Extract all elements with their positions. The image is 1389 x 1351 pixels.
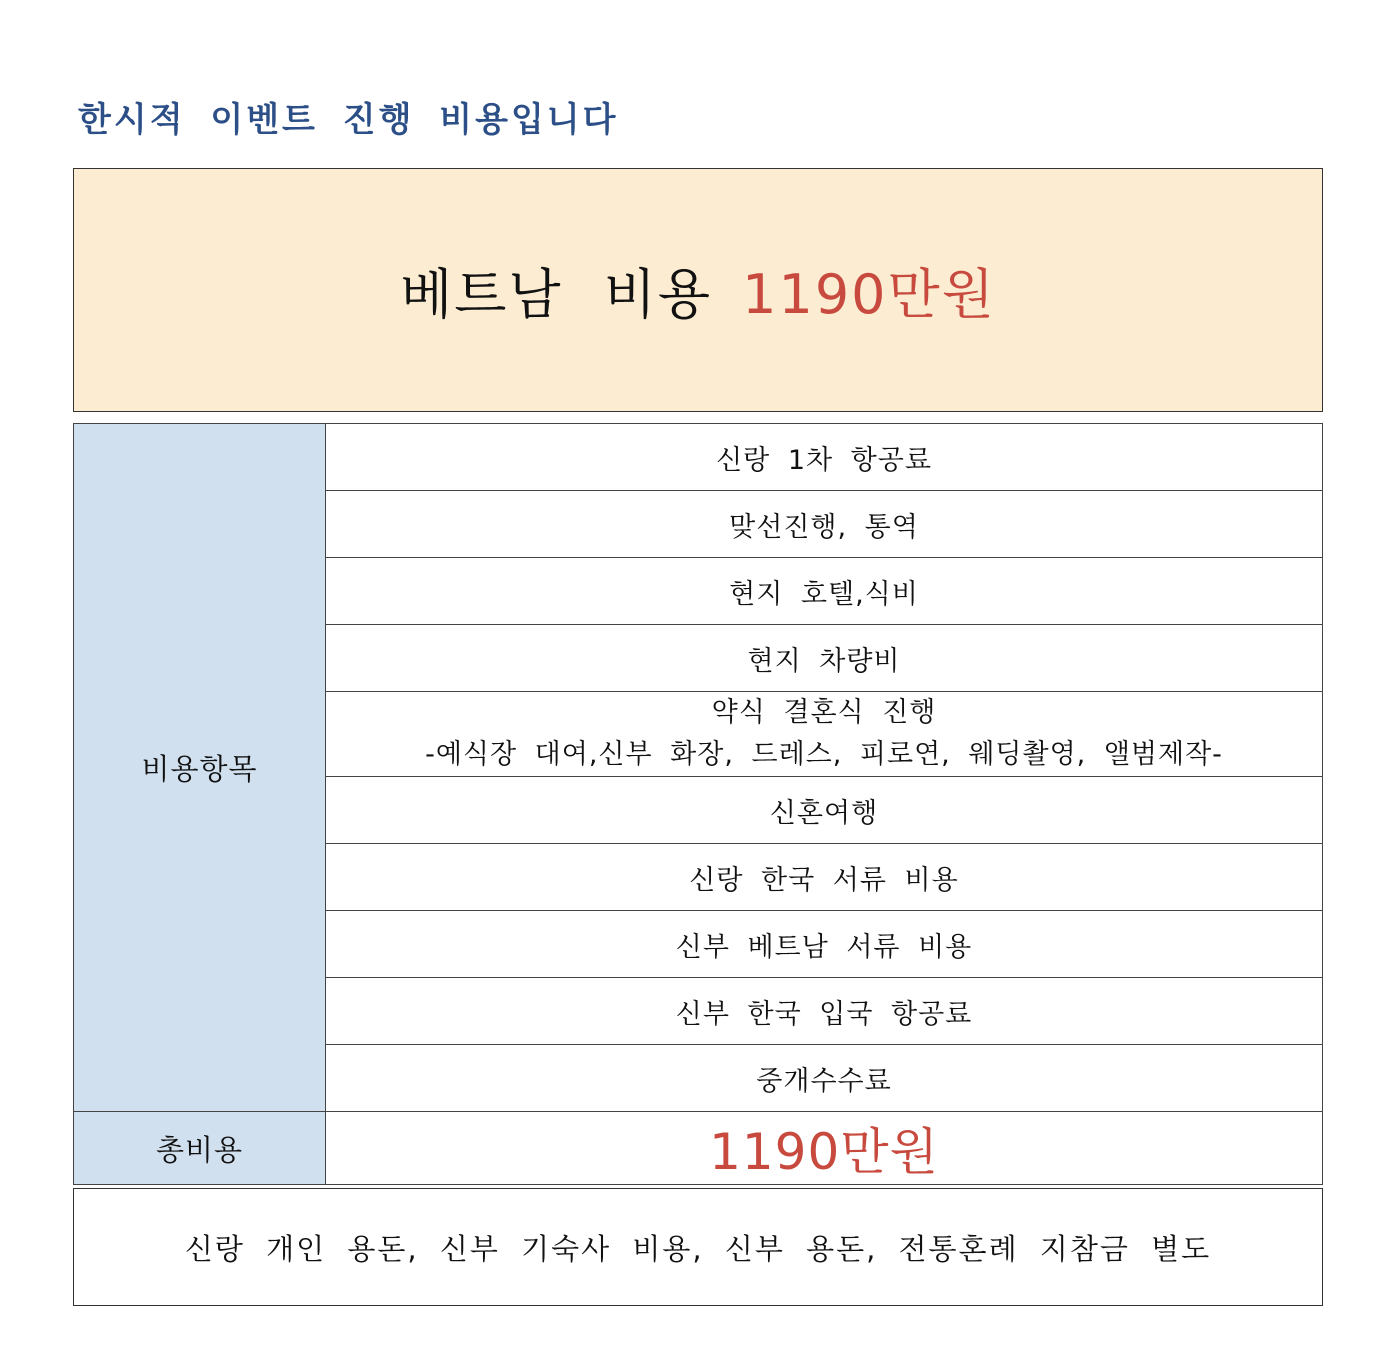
price-banner (73, 168, 1323, 412)
cost-table (73, 423, 1323, 1185)
total-amount: 1190만원 (326, 1112, 1323, 1185)
page-title: 한시적 이벤트 진행 비용입니다 (78, 100, 619, 140)
cost-item: 현지 차량비 (326, 625, 1323, 692)
cost-item: 중개수수료 (326, 1045, 1323, 1112)
footer-note: 신랑 개인 용돈, 신부 기숙사 비용, 신부 용돈, 전통혼례 지참금 별도 (184, 1231, 1212, 1266)
banner-amount: 1190만원 (742, 262, 996, 326)
cost-item: 신부 한국 입국 항공료 (326, 978, 1323, 1045)
cost-item: 신부 베트남 서류 비용 (326, 911, 1323, 978)
table-row (74, 424, 1323, 491)
cost-item: 맞선진행, 통역 (326, 491, 1323, 558)
items-header-cell: 비용항목 (74, 424, 326, 1112)
total-row (74, 1112, 1323, 1185)
banner-label: 베트남 비용 (400, 262, 713, 326)
cost-item: 신랑 한국 서류 비용 (326, 844, 1323, 911)
cost-item (326, 692, 1323, 777)
cost-item-title: 약식 결혼식 진행 (711, 697, 937, 728)
cost-item: 신혼여행 (326, 777, 1323, 844)
cost-item: 현지 호텔,식비 (326, 558, 1323, 625)
cost-item: 신랑 1차 항공료 (326, 424, 1323, 491)
total-header-cell: 총비용 (74, 1112, 326, 1185)
cost-item-detail: -예식장 대여,신부 화장, 드레스, 피로연, 웨딩촬영, 앨범제작- (425, 739, 1223, 770)
footer-note-box (73, 1188, 1323, 1306)
